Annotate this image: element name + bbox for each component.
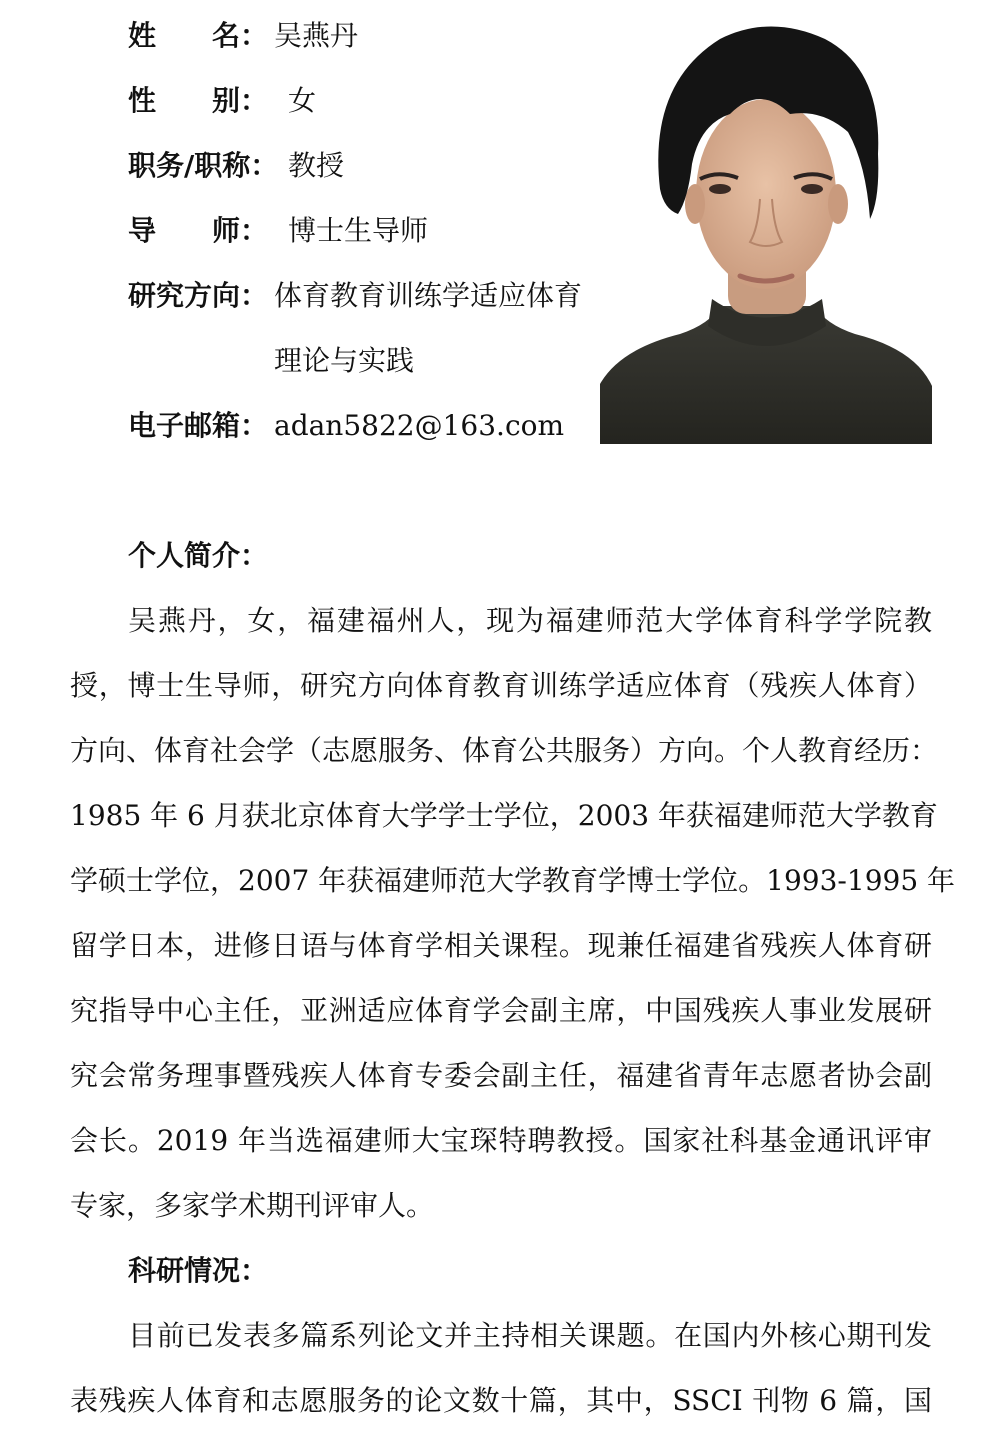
name-value: 吴燕丹 <box>274 19 359 52</box>
research-direction-row <box>128 278 582 314</box>
intro-line: 吴燕丹，女，福建福州人，现为福建师范大学体育科学学院教 <box>128 604 932 637</box>
title-row <box>128 148 344 184</box>
research-line: 目前已发表多篇系列论文并主持相关课题。在国内外核心期刊发 <box>128 1319 932 1352</box>
supervisor-value: 博士生导师 <box>288 214 429 247</box>
gender-value: 女 <box>288 84 317 117</box>
supervisor-label: 导 师： <box>128 214 269 247</box>
email-value: adan5822@163.com <box>274 409 565 442</box>
research-direction-continuation: 理论与实践 <box>274 344 415 377</box>
name-row <box>128 18 358 54</box>
research-direction-label: 研究方向： <box>128 279 269 312</box>
intro-line: 1985 年 6 月获北京体育大学学士学位，2003 年获福建师范大学教育 <box>70 799 938 832</box>
intro-heading: 个人简介： <box>128 539 269 572</box>
name-label: 姓 名： <box>128 19 269 52</box>
research-heading: 科研情况： <box>128 1254 269 1287</box>
intro-line: 会长。2019 年当选福建师大宝琛特聘教授。国家社科基金通讯评审 <box>70 1124 932 1157</box>
intro-line: 留学日本，进修日语与体育学相关课程。现兼任福建省残疾人体育研 <box>70 929 932 962</box>
intro-line: 授，博士生导师，研究方向体育教育训练学适应体育（残疾人体育） <box>70 669 932 702</box>
intro-line: 专家，多家学术期刊评审人。 <box>70 1189 435 1222</box>
research-line: 表残疾人体育和志愿服务的论文数十篇，其中，SSCI 刊物 6 篇，国 <box>70 1384 932 1417</box>
title-label: 职务/职称： <box>128 149 279 182</box>
intro-line: 学硕士学位，2007 年获福建师范大学教育学博士学位。1993-1995 年 <box>70 864 956 897</box>
portrait-photo <box>600 14 932 444</box>
email-row <box>128 408 564 444</box>
intro-line: 方向、体育社会学（志愿服务、体育公共服务）方向。个人教育经历： <box>70 734 939 767</box>
supervisor-row <box>128 213 428 249</box>
title-value: 教授 <box>288 149 345 182</box>
gender-row <box>128 83 316 119</box>
research-direction-value: 体育教育训练学适应体育 <box>274 279 583 312</box>
intro-line: 究指导中心主任，亚洲适应体育学会副主席，中国残疾人事业发展研 <box>70 994 932 1027</box>
intro-line: 究会常务理事暨残疾人体育专委会副主任，福建省青年志愿者协会副 <box>70 1059 932 1092</box>
email-label: 电子邮箱： <box>128 409 269 442</box>
gender-label: 性 别： <box>128 84 269 117</box>
